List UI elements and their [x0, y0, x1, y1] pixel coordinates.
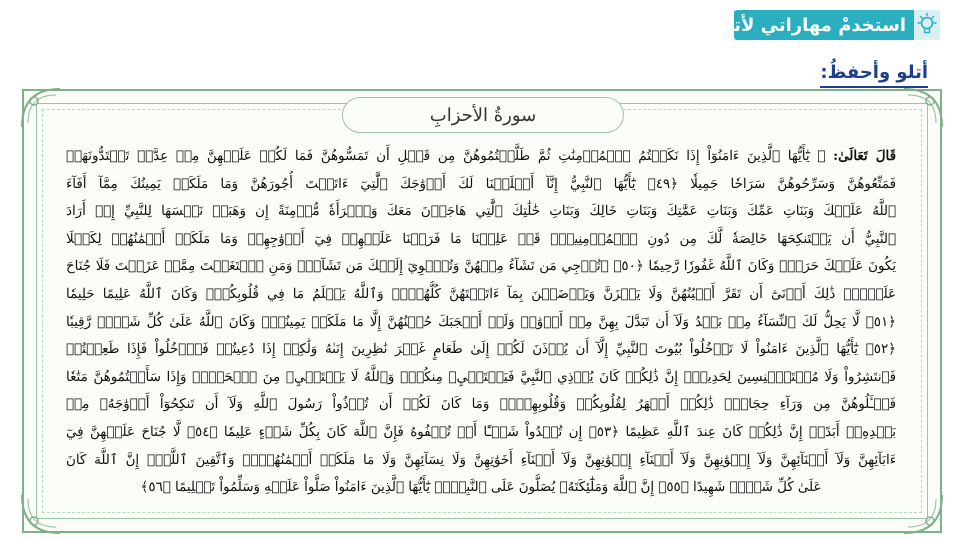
lesson-banner — [702, 10, 940, 40]
corner-ornament-icon — [18, 491, 64, 537]
sura-title-cartouche — [342, 97, 624, 133]
banner-title: استخدمْ مهاراتي لأتعلّمَ — [702, 14, 906, 36]
verse-line: فَٱنتَشِرُواْ وَلَا مُسۡتَـٔۡنِسِينَ لِحَدِيثٍۚ إِنَّ ذَٰلِكُمۡ كَانَ يُؤۡذِي ٱلنَّبِيَّ فَيَسۡتَحۡيِۦ مِنكُمۡۖ وَٱللَّهُ لَا يَسۡتَحۡيِۦ مِنَ ٱلۡحَقِّۚ وَإِذَا سَأَلۡتُمُوهُنَّ مَتَٰعٗا — [66, 369, 896, 385]
verse-line: يَكُونَ عَلَيۡكَ حَرَجٞۗ وَكَانَ ٱللَّهُ غَفُورٗا رَّحِيمٗا ﴿٥٠﴾ ۞تُرۡجِي مَن تَشَآءُ مِنۡهُنَّ وَتُـٔۡوِيٓ إِلَيۡكَ مَن تَشَآءُۖ وَمَنِ ٱبۡتَغَيۡتَ مِمَّنۡ عَزَلۡتَ فَلَا جُنَاحَ — [66, 259, 896, 275]
section-subtitle: أتلو وأحفظُ: — [820, 62, 928, 88]
corner-ornament-icon — [900, 491, 946, 537]
verse-line: عَلَىٰ كُلِّ شَيۡءٖ شَهِيدًا ﴿٥٥﴾ إِنَّ ٱللَّهَ وَمَلَٰٓئِكَتَهُۥ يُصَلُّونَ عَلَى ٱلنَّبِيِّۚ يَٰٓأَيُّهَا ٱلَّذِينَ ءَامَنُواْ صَلُّواْ عَلَيۡهِ وَسَلِّمُواْ تَسۡلِيمًا ﴿٥٦﴾ — [140, 480, 822, 496]
verse-line: ءَابَآئِهِنَّ وَلَآ أَبۡنَآئِهِنَّ وَلَآ إِخۡوَٰنِهِنَّ وَلَآ أَبۡنَآءِ إِخۡوَٰنِهِنَّ وَلَآ أَبۡنَآءِ أَخَوَٰتِهِنَّ وَلَا نِسَآئِهِنَّ وَلَا مَا مَلَكَتۡ أَيۡمَٰنُهُنَّۗ وَٱتَّقِينَ ٱللَّهَۚ إِنَّ ٱللَّهَ كَانَ — [66, 452, 896, 468]
corner-ornament-icon — [900, 85, 946, 131]
lightbulb-icon — [914, 10, 940, 40]
verse-line: ﴿٥٢﴾ يَٰٓأَيُّهَا ٱلَّذِينَ ءَامَنُواْ لَا تَدۡخُلُواْ بُيُوتَ ٱلنَّبِيِّ إِلَّآ أَن يُؤۡذَنَ لَكُمۡ إِلَىٰ طَعَامٍ غَيۡرَ نَٰظِرِينَ إِنَىٰهُ وَلَٰكِنۡ إِذَا دُعِيتُمۡ فَٱدۡخُلُواْ فَإِذَا طَعِمۡتُمۡ — [66, 342, 896, 358]
verse-line: عَلَيۡكَۚ ذَٰلِكَ أَدۡنَىٰٓ أَن تَقَرَّ أَعۡيُنُهُنَّ وَلَا يَحۡزَنَّ وَيَرۡضَيۡنَ بِمَآ ءَاتَيۡتَهُنَّ كُلُّهُنَّۚ وَٱللَّهُ يَعۡلَمُ مَا فِي قُلُوبِكُمۡۚ وَكَانَ ٱللَّهُ عَلِيمًا حَلِيمٗا — [66, 286, 896, 302]
verse-line: ٱللَّهُ عَلَيۡكَ وَبَنَاتِ عَمِّكَ وَبَنَاتِ عَمَّٰتِكَ وَبَنَاتِ خَالِكَ وَبَنَاتِ خَٰلَٰتِكَ ٱلَّٰتِي هَاجَرۡنَ مَعَكَ وَٱمۡرَأَةٗ مُّؤۡمِنَةً إِن وَهَبَتۡ نَفۡسَهَا لِلنَّبِيِّ إِنۡ أَرَادَ — [66, 204, 896, 220]
verse-line: ٱلنَّبِيُّ أَن يَسۡتَنكِحَهَا خَالِصَةٗ لَّكَ مِن دُونِ ٱلۡمُؤۡمِنِينَۗ قَدۡ عَلِمۡنَا مَا فَرَضۡنَا عَلَيۡهِمۡ فِيٓ أَزۡوَٰجِهِمۡ وَمَا مَلَكَتۡ أَيۡمَٰنُهُمۡ لِكَيۡلَا — [66, 231, 896, 247]
intro-phrase: قَالَ تَعَالَىٰ: — [833, 148, 896, 164]
verse-line: بَعۡدِهِۦٓ أَبَدًاۚ إِنَّ ذَٰلِكُمۡ كَانَ عِندَ ٱللَّهِ عَظِيمًا ﴿٥٣﴾ إِن تُبۡدُواْ شَيۡـًٔا أَوۡ تُخۡفُوهُ فَإِنَّ ٱللَّهَ كَانَ بِكُلِّ شَيۡءٍ عَلِيمٗا ﴿٥٤﴾ لَّا جُنَاحَ عَلَيۡهِنَّ فِيٓ — [66, 424, 896, 440]
verse-line: فَمَتِّعُوهُنَّ وَسَرِّحُوهُنَّ سَرَاحٗا جَمِيلٗا ﴿٤٩﴾ يَٰٓأَيُّهَا ٱلنَّبِيُّ إِنَّآ أَحۡلَلۡنَا لَكَ أَزۡوَٰجَكَ ٱلَّٰتِيٓ ءَاتَيۡتَ أُجُورَهُنَّ وَمَا مَلَكَتۡ يَمِينُكَ مِمَّآ أَفَآءَ — [66, 176, 896, 192]
sura-title: سورةُ الأحزابِ — [429, 104, 537, 126]
verse-line — [66, 143, 896, 171]
quran-text-block — [66, 143, 896, 509]
verse-line: فَسۡـَٔلُوهُنَّ مِن وَرَآءِ حِجَابٖۚ ذَٰلِكُمۡ أَطۡهَرُ لِقُلُوبِكُمۡ وَقُلُوبِهِنَّۚ وَمَا كَانَ لَكُمۡ أَن تُؤۡذُواْ رَسُولَ ٱللَّهِ وَلَآ أَن تَنكِحُوٓاْ أَزۡوَٰجَهُۥ مِنۢ — [66, 397, 896, 413]
corner-ornament-icon — [18, 85, 64, 131]
verse-line: ﴿٥١﴾ لَّا يَحِلُّ لَكَ ٱلنِّسَآءُ مِنۢ بَعۡدُ وَلَآ أَن تَبَدَّلَ بِهِنَّ مِنۡ أَزۡوَٰجٖ وَلَوۡ أَعۡجَبَكَ حُسۡنُهُنَّ إِلَّا مَا مَلَكَتۡ يَمِينُكَۗ وَكَانَ ٱللَّهُ عَلَىٰ كُلِّ شَيۡءٖ رَّقِيبٗا — [66, 314, 896, 330]
verse-line-text: ﴿ يَٰٓأَيُّهَا ٱلَّذِينَ ءَامَنُوٓاْ إِذَا نَكَحۡتُمُ ٱلۡمُؤۡمِنَٰتِ ثُمَّ طَلَّقۡتُمُوهُنَّ مِن قَبۡلِ أَن تَمَسُّوهُنَّ فَمَا لَكُمۡ عَلَيۡهِنَّ مِنۡ عِدَّةٖ تَعۡتَدُّونَهَاۖ — [66, 149, 826, 164]
quran-frame — [22, 89, 942, 533]
